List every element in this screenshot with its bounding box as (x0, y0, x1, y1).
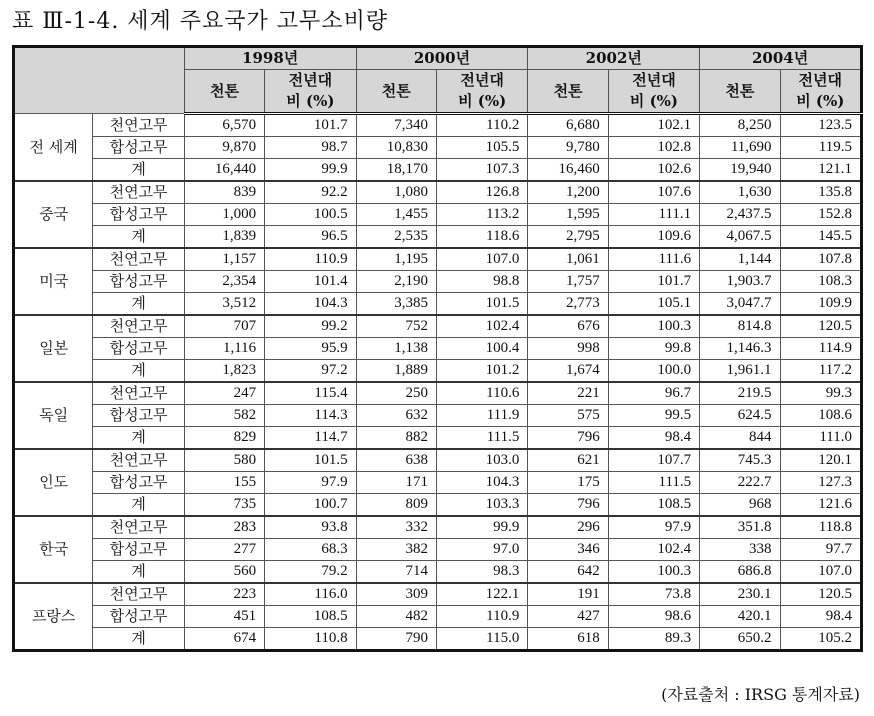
value-kt-cell: 1,144 (700, 248, 780, 271)
value-kt-cell: 482 (356, 606, 436, 628)
value-kt-cell: 1,138 (356, 338, 436, 360)
value-yoy-cell: 108.5 (265, 606, 356, 628)
value-yoy-cell: 99.8 (608, 338, 699, 360)
value-yoy-cell: 100.5 (265, 204, 356, 226)
value-yoy-cell: 107.0 (780, 561, 861, 584)
value-kt-cell: 2,773 (528, 293, 608, 316)
value-yoy-cell: 97.7 (780, 539, 861, 561)
table-row (14, 628, 862, 651)
value-kt-cell: 223 (184, 583, 264, 606)
value-yoy-cell: 95.9 (265, 338, 356, 360)
table-row (14, 449, 862, 472)
value-yoy-cell: 96.5 (265, 226, 356, 249)
rubber-type-cell: 천연고무 (93, 315, 184, 338)
rubber-type-cell: 천연고무 (93, 583, 184, 606)
value-kt-cell: 882 (356, 427, 436, 450)
table-row (14, 360, 862, 383)
value-kt-cell: 16,440 (184, 159, 264, 182)
value-yoy-cell: 115.0 (436, 628, 527, 651)
value-kt-cell: 1,903.7 (700, 271, 780, 293)
value-kt-cell: 1,080 (356, 181, 436, 204)
header-unit: 천톤 (356, 70, 436, 114)
value-yoy-cell: 118.6 (436, 226, 527, 249)
value-kt-cell: 420.1 (700, 606, 780, 628)
value-yoy-cell: 100.3 (608, 561, 699, 584)
value-yoy-cell: 101.2 (436, 360, 527, 383)
table-row (14, 181, 862, 204)
value-yoy-cell: 111.1 (608, 204, 699, 226)
rubber-type-cell: 천연고무 (93, 382, 184, 405)
value-yoy-cell: 92.2 (265, 181, 356, 204)
value-kt-cell: 1,823 (184, 360, 264, 383)
value-kt-cell: 676 (528, 315, 608, 338)
table-row (14, 583, 862, 606)
table-title: 표 Ⅲ-1-4. 세계 주요국가 고무소비량 (12, 9, 389, 34)
value-kt-cell: 11,690 (700, 137, 780, 159)
value-kt-cell: 1,195 (356, 248, 436, 271)
value-yoy-cell: 115.4 (265, 382, 356, 405)
value-kt-cell: 346 (528, 539, 608, 561)
value-yoy-cell: 110.6 (436, 382, 527, 405)
value-kt-cell: 4,067.5 (700, 226, 780, 249)
header-year-2002: 2002년 (528, 47, 700, 70)
value-yoy-cell: 98.7 (265, 137, 356, 159)
header-ratio: 전년대 비 (%) (265, 70, 356, 114)
table-row (14, 606, 862, 628)
table-row (14, 516, 862, 539)
value-kt-cell: 621 (528, 449, 608, 472)
country-cell: 프랑스 (14, 583, 93, 651)
value-kt-cell: 998 (528, 338, 608, 360)
value-kt-cell: 6,570 (184, 114, 264, 137)
value-kt-cell: 735 (184, 494, 264, 517)
value-kt-cell: 968 (700, 494, 780, 517)
rubber-type-cell: 천연고무 (93, 516, 184, 539)
table-row (14, 204, 862, 226)
value-kt-cell: 222.7 (700, 472, 780, 494)
value-yoy-cell: 108.3 (780, 271, 861, 293)
value-yoy-cell: 107.6 (608, 181, 699, 204)
value-kt-cell: 9,870 (184, 137, 264, 159)
rubber-type-cell: 계 (93, 159, 184, 182)
value-kt-cell: 247 (184, 382, 264, 405)
rubber-type-cell: 합성고무 (93, 338, 184, 360)
value-yoy-cell: 105.2 (780, 628, 861, 651)
table-row (14, 114, 862, 137)
value-yoy-cell: 101.4 (265, 271, 356, 293)
value-yoy-cell: 121.6 (780, 494, 861, 517)
value-kt-cell: 638 (356, 449, 436, 472)
value-yoy-cell: 98.8 (436, 271, 527, 293)
value-yoy-cell: 107.7 (608, 449, 699, 472)
value-kt-cell: 1,839 (184, 226, 264, 249)
value-yoy-cell: 117.2 (780, 360, 861, 383)
value-kt-cell: 829 (184, 427, 264, 450)
value-yoy-cell: 110.2 (436, 114, 527, 137)
value-kt-cell: 752 (356, 315, 436, 338)
value-yoy-cell: 99.9 (265, 159, 356, 182)
value-yoy-cell: 110.9 (265, 248, 356, 271)
value-kt-cell: 175 (528, 472, 608, 494)
value-kt-cell: 796 (528, 427, 608, 450)
value-kt-cell: 351.8 (700, 516, 780, 539)
value-yoy-cell: 116.0 (265, 583, 356, 606)
value-yoy-cell: 73.8 (608, 583, 699, 606)
value-kt-cell: 650.2 (700, 628, 780, 651)
value-kt-cell: 10,830 (356, 137, 436, 159)
value-kt-cell: 642 (528, 561, 608, 584)
value-kt-cell: 171 (356, 472, 436, 494)
header-row-years (14, 47, 862, 70)
rubber-type-cell: 계 (93, 427, 184, 450)
table-body (14, 114, 862, 651)
header-unit: 천톤 (528, 70, 608, 114)
value-yoy-cell: 152.8 (780, 204, 861, 226)
header-ratio: 전년대 비 (%) (608, 70, 699, 114)
value-kt-cell: 16,460 (528, 159, 608, 182)
header-year-1998: 1998년 (184, 47, 356, 70)
table-row (14, 382, 862, 405)
value-yoy-cell: 97.2 (265, 360, 356, 383)
value-kt-cell: 1,757 (528, 271, 608, 293)
value-yoy-cell: 121.1 (780, 159, 861, 182)
value-yoy-cell: 113.2 (436, 204, 527, 226)
value-yoy-cell: 100.7 (265, 494, 356, 517)
value-yoy-cell: 120.5 (780, 583, 861, 606)
country-cell: 인도 (14, 449, 93, 516)
value-yoy-cell: 122.1 (436, 583, 527, 606)
rubber-type-cell: 합성고무 (93, 271, 184, 293)
value-yoy-cell: 103.0 (436, 449, 527, 472)
value-kt-cell: 3,512 (184, 293, 264, 316)
value-yoy-cell: 68.3 (265, 539, 356, 561)
header-unit: 천톤 (184, 70, 264, 114)
rubber-type-cell: 계 (93, 628, 184, 651)
value-kt-cell: 2,354 (184, 271, 264, 293)
value-yoy-cell: 102.8 (608, 137, 699, 159)
value-yoy-cell: 102.4 (608, 539, 699, 561)
value-yoy-cell: 103.3 (436, 494, 527, 517)
value-yoy-cell: 99.5 (608, 405, 699, 427)
rubber-type-cell: 계 (93, 561, 184, 584)
rubber-type-cell: 계 (93, 293, 184, 316)
value-kt-cell: 8,250 (700, 114, 780, 137)
value-kt-cell: 582 (184, 405, 264, 427)
value-yoy-cell: 111.0 (780, 427, 861, 450)
value-yoy-cell: 114.9 (780, 338, 861, 360)
header-ratio: 전년대 비 (%) (780, 70, 861, 114)
value-yoy-cell: 104.3 (265, 293, 356, 316)
header-ratio: 전년대 비 (%) (436, 70, 527, 114)
value-kt-cell: 714 (356, 561, 436, 584)
value-kt-cell: 674 (184, 628, 264, 651)
rubber-type-cell: 천연고무 (93, 248, 184, 271)
value-yoy-cell: 98.6 (608, 606, 699, 628)
value-kt-cell: 1,157 (184, 248, 264, 271)
value-yoy-cell: 104.3 (436, 472, 527, 494)
value-yoy-cell: 99.2 (265, 315, 356, 338)
country-cell: 미국 (14, 248, 93, 315)
table-row (14, 405, 862, 427)
table-row (14, 248, 862, 271)
value-yoy-cell: 99.3 (780, 382, 861, 405)
value-kt-cell: 686.8 (700, 561, 780, 584)
value-yoy-cell: 120.1 (780, 449, 861, 472)
table-row (14, 561, 862, 584)
value-kt-cell: 632 (356, 405, 436, 427)
value-kt-cell: 427 (528, 606, 608, 628)
value-kt-cell: 283 (184, 516, 264, 539)
value-kt-cell: 814.8 (700, 315, 780, 338)
rubber-type-cell: 천연고무 (93, 449, 184, 472)
value-yoy-cell: 96.7 (608, 382, 699, 405)
value-yoy-cell: 111.5 (436, 427, 527, 450)
value-yoy-cell: 99.9 (436, 516, 527, 539)
value-yoy-cell: 135.8 (780, 181, 861, 204)
value-yoy-cell: 110.9 (436, 606, 527, 628)
value-kt-cell: 1,674 (528, 360, 608, 383)
value-kt-cell: 1,595 (528, 204, 608, 226)
value-yoy-cell: 102.6 (608, 159, 699, 182)
value-kt-cell: 155 (184, 472, 264, 494)
rubber-type-cell: 천연고무 (93, 181, 184, 204)
value-kt-cell: 250 (356, 382, 436, 405)
value-yoy-cell: 110.8 (265, 628, 356, 651)
value-yoy-cell: 114.3 (265, 405, 356, 427)
value-kt-cell: 221 (528, 382, 608, 405)
value-yoy-cell: 126.8 (436, 181, 527, 204)
rubber-type-cell: 합성고무 (93, 606, 184, 628)
value-kt-cell: 2,795 (528, 226, 608, 249)
value-yoy-cell: 123.5 (780, 114, 861, 137)
value-kt-cell: 1,200 (528, 181, 608, 204)
value-yoy-cell: 97.9 (265, 472, 356, 494)
value-kt-cell: 1,630 (700, 181, 780, 204)
value-kt-cell: 309 (356, 583, 436, 606)
value-kt-cell: 580 (184, 449, 264, 472)
value-yoy-cell: 118.8 (780, 516, 861, 539)
value-kt-cell: 230.1 (700, 583, 780, 606)
table-row (14, 226, 862, 249)
value-kt-cell: 18,170 (356, 159, 436, 182)
value-kt-cell: 296 (528, 516, 608, 539)
value-yoy-cell: 108.5 (608, 494, 699, 517)
value-kt-cell: 191 (528, 583, 608, 606)
country-cell: 전 세계 (14, 114, 93, 182)
value-kt-cell: 839 (184, 181, 264, 204)
value-yoy-cell: 89.3 (608, 628, 699, 651)
country-cell: 독일 (14, 382, 93, 449)
value-yoy-cell: 102.4 (436, 315, 527, 338)
value-kt-cell: 618 (528, 628, 608, 651)
value-kt-cell: 1,061 (528, 248, 608, 271)
header-year-2004: 2004년 (700, 47, 862, 70)
value-kt-cell: 19,940 (700, 159, 780, 182)
table-row (14, 494, 862, 517)
value-kt-cell: 3,047.7 (700, 293, 780, 316)
rubber-type-cell: 합성고무 (93, 137, 184, 159)
value-kt-cell: 790 (356, 628, 436, 651)
value-yoy-cell: 98.3 (436, 561, 527, 584)
value-yoy-cell: 111.9 (436, 405, 527, 427)
value-kt-cell: 745.3 (700, 449, 780, 472)
value-kt-cell: 809 (356, 494, 436, 517)
rubber-type-cell: 계 (93, 360, 184, 383)
value-yoy-cell: 101.5 (436, 293, 527, 316)
value-kt-cell: 796 (528, 494, 608, 517)
value-yoy-cell: 108.6 (780, 405, 861, 427)
value-kt-cell: 382 (356, 539, 436, 561)
value-kt-cell: 332 (356, 516, 436, 539)
table-row (14, 472, 862, 494)
table-row (14, 271, 862, 293)
rubber-type-cell: 천연고무 (93, 114, 184, 137)
value-yoy-cell: 107.8 (780, 248, 861, 271)
value-yoy-cell: 100.0 (608, 360, 699, 383)
value-kt-cell: 1,961.1 (700, 360, 780, 383)
value-yoy-cell: 79.2 (265, 561, 356, 584)
value-yoy-cell: 127.3 (780, 472, 861, 494)
country-cell: 중국 (14, 181, 93, 248)
value-kt-cell: 451 (184, 606, 264, 628)
table-row (14, 293, 862, 316)
value-yoy-cell: 105.5 (436, 137, 527, 159)
value-yoy-cell: 109.9 (780, 293, 861, 316)
rubber-type-cell: 합성고무 (93, 405, 184, 427)
rubber-consumption-table (12, 45, 863, 652)
value-kt-cell: 219.5 (700, 382, 780, 405)
value-yoy-cell: 107.0 (436, 248, 527, 271)
header-corner-cell (14, 47, 185, 114)
rubber-type-cell: 계 (93, 226, 184, 249)
rubber-type-cell: 합성고무 (93, 472, 184, 494)
value-yoy-cell: 97.0 (436, 539, 527, 561)
value-kt-cell: 575 (528, 405, 608, 427)
value-yoy-cell: 97.9 (608, 516, 699, 539)
value-yoy-cell: 109.6 (608, 226, 699, 249)
value-kt-cell: 7,340 (356, 114, 436, 137)
country-cell: 한국 (14, 516, 93, 583)
value-yoy-cell: 119.5 (780, 137, 861, 159)
source-note: (자료출처 : IRSG 통계자료) (661, 685, 860, 704)
value-yoy-cell: 105.1 (608, 293, 699, 316)
value-yoy-cell: 114.7 (265, 427, 356, 450)
table-row (14, 539, 862, 561)
rubber-type-cell: 합성고무 (93, 204, 184, 226)
value-kt-cell: 707 (184, 315, 264, 338)
value-kt-cell: 277 (184, 539, 264, 561)
table-row (14, 338, 862, 360)
value-kt-cell: 338 (700, 539, 780, 561)
value-yoy-cell: 111.6 (608, 248, 699, 271)
value-kt-cell: 6,680 (528, 114, 608, 137)
value-kt-cell: 1,000 (184, 204, 264, 226)
value-kt-cell: 844 (700, 427, 780, 450)
rubber-type-cell: 계 (93, 494, 184, 517)
value-yoy-cell: 102.1 (608, 114, 699, 137)
value-kt-cell: 1,146.3 (700, 338, 780, 360)
value-kt-cell: 3,385 (356, 293, 436, 316)
value-yoy-cell: 98.4 (780, 606, 861, 628)
value-yoy-cell: 145.5 (780, 226, 861, 249)
value-yoy-cell: 107.3 (436, 159, 527, 182)
value-kt-cell: 560 (184, 561, 264, 584)
rubber-type-cell: 합성고무 (93, 539, 184, 561)
value-kt-cell: 2,535 (356, 226, 436, 249)
country-cell: 일본 (14, 315, 93, 382)
table-row (14, 137, 862, 159)
value-kt-cell: 624.5 (700, 405, 780, 427)
value-kt-cell: 9,780 (528, 137, 608, 159)
value-yoy-cell: 120.5 (780, 315, 861, 338)
value-kt-cell: 2,437.5 (700, 204, 780, 226)
value-yoy-cell: 100.4 (436, 338, 527, 360)
table-row (14, 315, 862, 338)
value-yoy-cell: 93.8 (265, 516, 356, 539)
table-row (14, 159, 862, 182)
value-yoy-cell: 100.3 (608, 315, 699, 338)
value-yoy-cell: 111.5 (608, 472, 699, 494)
value-kt-cell: 1,116 (184, 338, 264, 360)
table-row (14, 427, 862, 450)
value-yoy-cell: 98.4 (608, 427, 699, 450)
value-kt-cell: 1,889 (356, 360, 436, 383)
value-yoy-cell: 101.7 (265, 114, 356, 137)
value-yoy-cell: 101.5 (265, 449, 356, 472)
value-yoy-cell: 101.7 (608, 271, 699, 293)
header-year-2000: 2000년 (356, 47, 528, 70)
header-unit: 천톤 (700, 70, 780, 114)
value-kt-cell: 2,190 (356, 271, 436, 293)
value-kt-cell: 1,455 (356, 204, 436, 226)
